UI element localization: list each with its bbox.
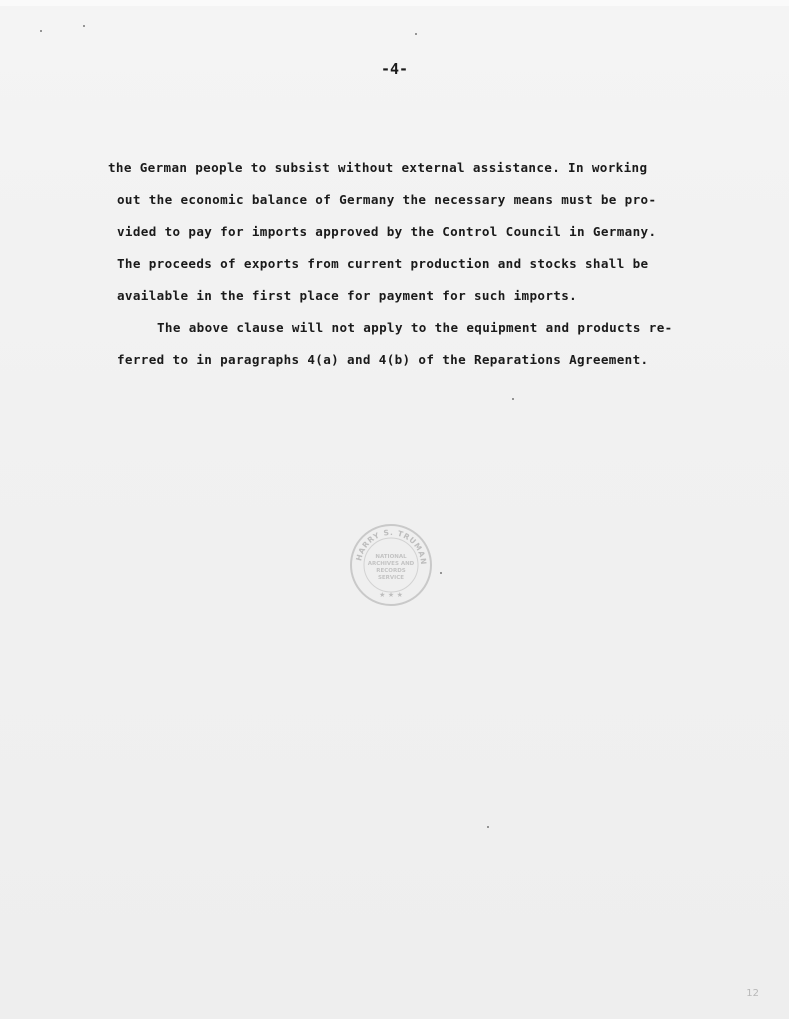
text-line: the German people to subsist without external assistance. In working <box>108 160 648 175</box>
svg-text:HARRY S. TRUMAN LIBRARY: HARRY S. TRUMAN <box>354 527 429 566</box>
paper-speck <box>40 30 42 32</box>
svg-text:ARCHIVES AND: ARCHIVES AND <box>367 561 415 567</box>
paragraph-2 <box>110 312 690 376</box>
svg-text:RECORDS: RECORDS <box>376 568 406 574</box>
paper-speck <box>83 25 85 27</box>
svg-text:★ ★ ★: ★ ★ ★ <box>379 591 403 599</box>
text-line: available in the first place for payment for such imports. <box>117 288 578 303</box>
paper-speck <box>415 33 417 35</box>
svg-text:SERVICE: SERVICE <box>377 575 405 581</box>
paper-speck <box>512 398 514 400</box>
text-line: ferred to in paragraphs 4(a) and 4(b) of the Reparations Agreement. <box>117 352 649 367</box>
paper-speck <box>440 572 442 574</box>
page-top-edge <box>0 0 789 6</box>
library-stamp-seal <box>348 522 434 608</box>
marginal-mark: 12 <box>746 988 759 999</box>
text-line: vided to pay for imports approved by the Control Council in Germany. <box>117 224 657 239</box>
paragraph-1 <box>110 152 690 312</box>
text-line: out the economic balance of Germany the necessary means must be pro- <box>117 192 657 207</box>
document-body <box>110 152 690 376</box>
text-line: The proceeds of exports from current production and stocks shall be <box>117 256 649 271</box>
text-line: The above clause will not apply to the equipment and products re- <box>157 320 673 335</box>
page-number: -4- <box>380 60 409 78</box>
paper-speck <box>487 826 489 828</box>
svg-text:NATIONAL: NATIONAL <box>375 554 407 560</box>
